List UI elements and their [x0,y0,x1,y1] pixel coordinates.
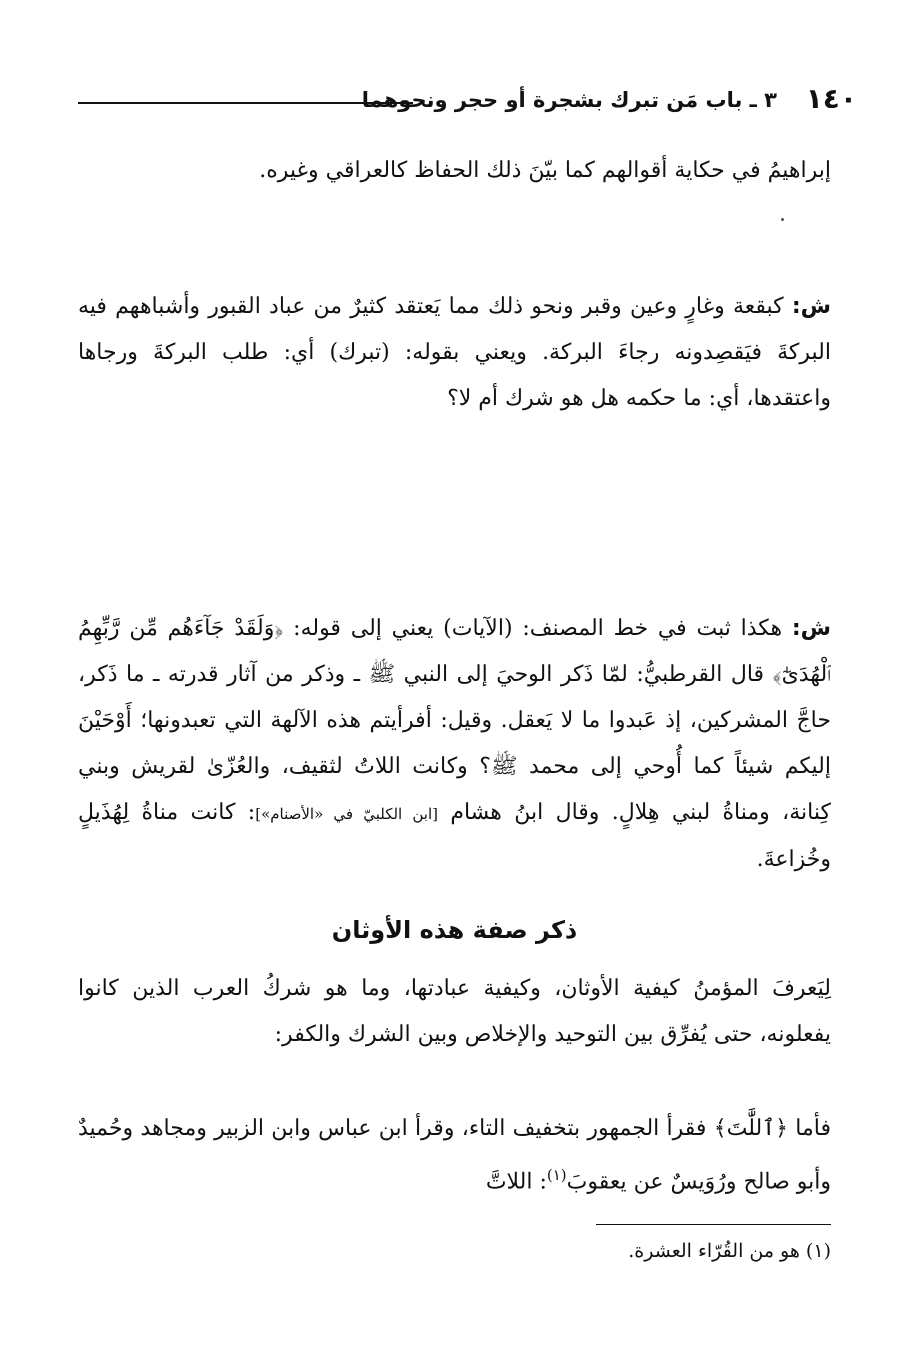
commentary-paragraph-1 [78,284,831,422]
stray-mark [781,218,784,221]
paragraph-text: إبراهيمُ في حكاية أقوالهم كما بيّنَ ذلك الحفاظ كالعراقي وغيره. [259,158,831,183]
footnote-rule [596,1224,831,1225]
paragraph-text: لِيَعرفَ المؤمنُ كيفية الأوثان، وكيفية عبادتها، وما هو شركُ العرب الذين كانوا يفعلونه، حتى يُفرِّق بين التوحيد والإخلاص وبين الشرك والكفر: [78,976,831,1047]
chapter-title: ٣ ـ باب مَن تبرك بشجرة أو حجر ونحوهما [361,88,777,112]
body-paragraph-2 [78,1106,831,1205]
body-paragraph-1 [78,966,831,1058]
inline-citation: [ابن الكلبيّ في «الأصنام»] [255,805,438,823]
header-rule [78,102,413,104]
footnote: (١) هو من القُرّاء العشرة. [628,1240,831,1262]
footnote-reference: (١) [546,1166,567,1184]
paragraph-continuation [78,148,831,194]
paragraph-text: كبقعة وغارٍ وعين وقبر ونحو ذلك مما يَعتقد كثيرٌ من عباد القبور وأشباههم فيه البركةَ فيَقصِدونه رجاءَ البركة. ويعني بقوله: (تبرك) أي: طلب البركةَ ورجاها واعتقدها، أي: ما حكمه هل هو شرك أم لا؟ [78,294,831,411]
commentary-marker: ش: [791,616,831,641]
running-header [78,76,857,124]
paragraph-text: هكذا ثبت في خط المصنف: (الآيات) يعني إلى قوله: ﴿وَلَقَدْ جَآءَهُم مِّن رَّبِّهِمُ ٱلْهُدَىٰٓ﴾ قال القرطبيُّ: لمّا ذَكر الوحيَ إلى النبي ﷺ ـ وذكر من آثار قدرته ـ ما ذَكر، حاجَّ المشركين، إذ عَبدوا ما لا يَعقل. وقيل: أفرأيتم هذه الآلهة التي تعبدونها؛ أَوْحَيْنَ إليكم شيئاً كما أُوحي إلى محمد ﷺ؟ وكانت اللاتُ لثقيف، والعُزّىٰ لقريش وبني كِنانة، ومناةُ لبني هِلالٍ. وقال ابنُ هشام [78,616,831,825]
paragraph-text: فأما ﴿ٱللَّٰتَ﴾ فقرأ الجمهور بتخفيف التاء، وقرأ ابن عباس وابن الزبير ومجاهد وحُميدٌ وأبو صالح ورُوَيسٌ عن يعقوبَ [78,1116,831,1195]
commentary-paragraph-2 [78,606,831,883]
paragraph-text-end: : كانت مناةُ لِهُذَيلٍ وخُزاعةَ. [78,800,831,872]
section-heading: ذكر صفة هذه الأوثان [331,916,578,944]
page-number: ١٤٠ [805,82,857,115]
paragraph-text-end: : اللاتَّ [485,1169,547,1195]
commentary-marker: ش: [791,294,831,319]
